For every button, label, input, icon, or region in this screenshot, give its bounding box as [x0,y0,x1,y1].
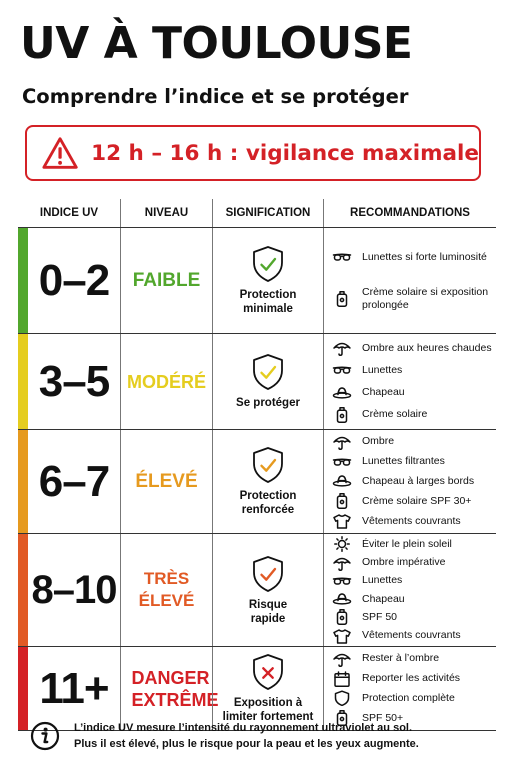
header-niveau: NIVEAU [120,199,212,227]
meaning-cell [212,334,323,429]
level-cell [120,430,212,533]
info-icon [30,721,60,751]
info-text [74,720,419,752]
level-color-bar [18,430,28,533]
recommendation-item [332,473,496,489]
recommendation-item [332,555,496,571]
uv-index-value: 11+ [39,663,109,713]
recommendation-text: Crème solaire si exposition prolongée [362,286,489,311]
recommendation-text: Chapeau [362,592,405,605]
calendar-icon [332,671,352,687]
shield-check-icon [251,555,285,593]
level-label: ÉLEVÉ [135,470,198,492]
recommendation-item [332,536,496,552]
recommendation-text: Crème solaire SPF 30+ [362,494,472,507]
recommendation-text: Ombre [362,435,395,448]
table-row [18,334,496,430]
page-subtitle: Comprendre l’indice et se protéger [22,85,409,108]
sunglasses-icon [332,454,352,470]
recommendations-cell [323,430,496,533]
page-title: UV À TOULOUSE [20,18,413,69]
meaning-cell [212,430,323,533]
info-note [30,713,490,759]
recommendation-item [332,690,496,706]
uv-index-cell [18,534,120,646]
recommendation-item [332,249,496,265]
shield-cross-icon [251,653,285,691]
uv-index-value: 0–2 [38,255,110,305]
recommendation-text: Lunettes si forte luminosité [362,250,487,263]
shield-check-icon [251,353,285,391]
recommendation-item [332,591,496,607]
alert-text: 12 h – 16 h : vigilance maximale [91,140,479,166]
hat-icon [332,385,352,401]
recommendation-text: Ombre impérative [362,556,446,569]
alert-banner [25,125,481,181]
sunglasses-icon [332,573,352,589]
sun-icon [332,536,352,552]
uv-index-value: 8–10 [31,567,117,612]
recommendation-text: Vêtements couvrants [362,629,461,642]
recommendation-text: Chapeau à larges bords [362,474,475,487]
sunscreen-icon [332,291,352,307]
recommendation-text: Lunettes [362,363,403,376]
uv-index-value: 3–5 [38,356,110,406]
recommendation-text: Lunettes [362,574,403,587]
level-label: MODÉRÉ [126,371,206,392]
umbrella-icon [332,651,352,667]
hat-icon [332,591,352,607]
meaning-cell [212,534,323,646]
info-line-1: L’indice UV mesure l’intensité du rayonnement ultraviolet au sol. [74,722,413,734]
table-body [18,228,496,731]
header-recommandations: RECOMMANDATIONS [323,199,496,227]
uv-index-cell [18,228,120,333]
table-row [18,228,496,334]
table-row [18,534,496,647]
sunglasses-icon [332,362,352,378]
recommendation-item [332,573,496,589]
recommendations-cell [323,534,496,646]
recommendation-item [332,407,496,423]
recommendation-item [332,493,496,509]
level-label: FAIBLE [132,269,201,291]
level-color-bar [18,647,28,730]
level-color-bar [18,534,28,646]
recommendation-item [332,362,496,378]
umbrella-icon [332,340,352,356]
level-cell [120,534,212,646]
recommendation-text: Crème solaire [362,408,428,421]
recommendation-text: Protection complète [362,691,455,704]
recommendation-item [332,609,496,625]
recommendations-cell [323,228,496,333]
sunglasses-icon [332,249,352,265]
recommendation-item [332,513,496,529]
sunscreen-icon [332,493,352,509]
recommendation-text: Rester à l’ombre [362,652,440,665]
level-color-bar [18,228,28,333]
shield-check-icon [251,446,285,484]
uv-index-cell [18,430,120,533]
meaning-label: Se protéger [236,397,300,409]
header-indice: INDICE UV [39,207,99,219]
sunscreen-icon [332,609,352,625]
level-cell [120,334,212,429]
recommendation-text: Lunettes filtrantes [362,455,445,468]
recommendation-item [332,286,496,312]
recommendation-item [332,454,496,470]
recommendation-text: SPF 50+ [362,711,404,724]
recommendation-item [332,628,496,644]
uv-index-cell [18,334,120,429]
recommendation-item [332,340,496,356]
meaning-label: Exposition à limiter fortement [222,697,314,723]
tshirt-icon [332,513,352,529]
recommendation-text: SPF 50 [362,610,398,623]
info-line-2: Plus il est élevé, plus le risque pour la peau et les yeux augmente. [74,738,419,750]
meaning-label: Protection renforcée [239,490,297,516]
recommendation-item [332,671,496,687]
meaning-label: Protection minimale [239,289,297,315]
umbrella-icon [332,555,352,571]
table-row [18,430,496,534]
recommendation-text: Ombre aux heures chaudes [362,341,492,354]
header-signification: SIGNIFICATION [212,199,323,227]
recommendation-text: Éviter le plein soleil [362,537,452,550]
level-color-bar [18,334,28,429]
recommendation-item [332,385,496,401]
recommendation-text: Reporter les activités [362,672,461,685]
recommendation-text: Vêtements couvrants [362,514,461,527]
meaning-cell [212,228,323,333]
level-cell [120,228,212,333]
shield-check-icon [251,245,285,283]
warning-triangle-icon [41,135,79,171]
tshirt-icon [332,628,352,644]
level-label: TRÈS ÉLEVÉ [138,569,195,610]
uv-table [18,199,496,724]
recommendation-item [332,651,496,667]
level-label: DANGER EXTRÊME [131,667,219,710]
umbrella-icon [332,434,352,450]
table-header [18,199,496,228]
recommendation-item [332,434,496,450]
uv-index-value: 6–7 [38,456,110,506]
meaning-label: Risque rapide [248,598,288,625]
recommendations-cell [323,334,496,429]
shield-icon [332,690,352,706]
hat-icon [332,473,352,489]
recommendation-text: Chapeau [362,386,405,399]
sunscreen-icon [332,407,352,423]
